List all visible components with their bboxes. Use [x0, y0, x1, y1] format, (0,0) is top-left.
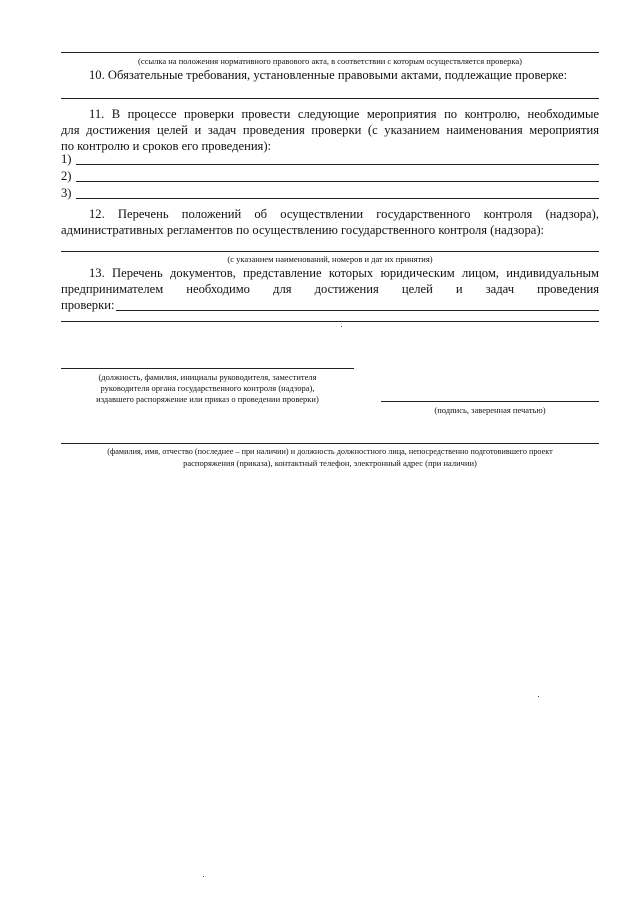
- scan-speck: [538, 696, 539, 697]
- preparer-line[interactable]: [61, 443, 599, 444]
- item-11-fill-line-3[interactable]: [76, 198, 599, 199]
- item-12-fill-line[interactable]: [61, 251, 599, 252]
- reference-caption: (ссылка на положения нормативного правового акта, в соответствии с которым осуществляется проверка): [138, 56, 522, 66]
- item-11-number-2: 2): [61, 169, 72, 183]
- signatory-caption-line-1: (должность, фамилия, инициалы руководителя, заместителя: [98, 372, 317, 382]
- item-12-line-1: 12. Перечень положений об осуществлении государственного контроля (надзора),: [89, 207, 599, 221]
- preparer-caption-line-1: (фамилия, имя, отчество (последнее – при наличии) и должность должностного лица, непосредственно подготовившего проект: [107, 447, 553, 456]
- item-13-fill-line-2[interactable]: [61, 321, 599, 322]
- item-12-line-2: административных регламентов по осуществлению государственного контроля (надзора):: [61, 223, 545, 237]
- item-11-fill-line-2[interactable]: [76, 181, 599, 182]
- item-10-text: 10. Обязательные требования, установленные правовыми актами, подлежащие проверке:: [89, 68, 568, 82]
- scan-speck: [203, 876, 204, 877]
- item-11-line-1: 11. В процессе проверки провести следующие мероприятия по контролю, необходимые: [89, 107, 599, 121]
- item-12-caption: (с указанием наименований, номеров и дат их принятия): [227, 254, 433, 264]
- signatory-caption-line-3: издавшего распоряжение или приказ о проведении проверки): [96, 394, 319, 404]
- item-13-line-1: 13. Перечень документов, представление которых юридическим лицом, индивидуальным: [89, 266, 599, 280]
- signatory-caption-line-2: руководителя органа государственного контроля (надзора),: [100, 383, 315, 393]
- item-13-line-2: предпринимателем необходимо для достижения целей и задач проведения: [61, 282, 599, 296]
- stray-mark: [341, 326, 342, 327]
- item-13-line-3: проверки:: [61, 298, 115, 312]
- signature-line[interactable]: [381, 401, 599, 402]
- item-11-number-1: 1): [61, 152, 72, 166]
- item-13-fill-line-1[interactable]: [116, 310, 599, 311]
- signature-caption: (подпись, заверенная печатью): [434, 405, 546, 415]
- item-10-fill-line[interactable]: [61, 98, 599, 99]
- preparer-caption-line-2: распоряжения (приказа), контактный телефон, электронный адрес (при наличии): [183, 458, 477, 468]
- item-11-line-2: для достижения целей и задач проведения проверки (с указанием наименования мероприятия: [61, 123, 599, 137]
- reference-line: [61, 52, 599, 53]
- item-11-fill-line-1[interactable]: [76, 164, 599, 165]
- item-11-number-3: 3): [61, 186, 72, 200]
- signatory-line[interactable]: [61, 368, 354, 369]
- item-11-line-3: по контролю и сроков его проведения):: [61, 139, 272, 153]
